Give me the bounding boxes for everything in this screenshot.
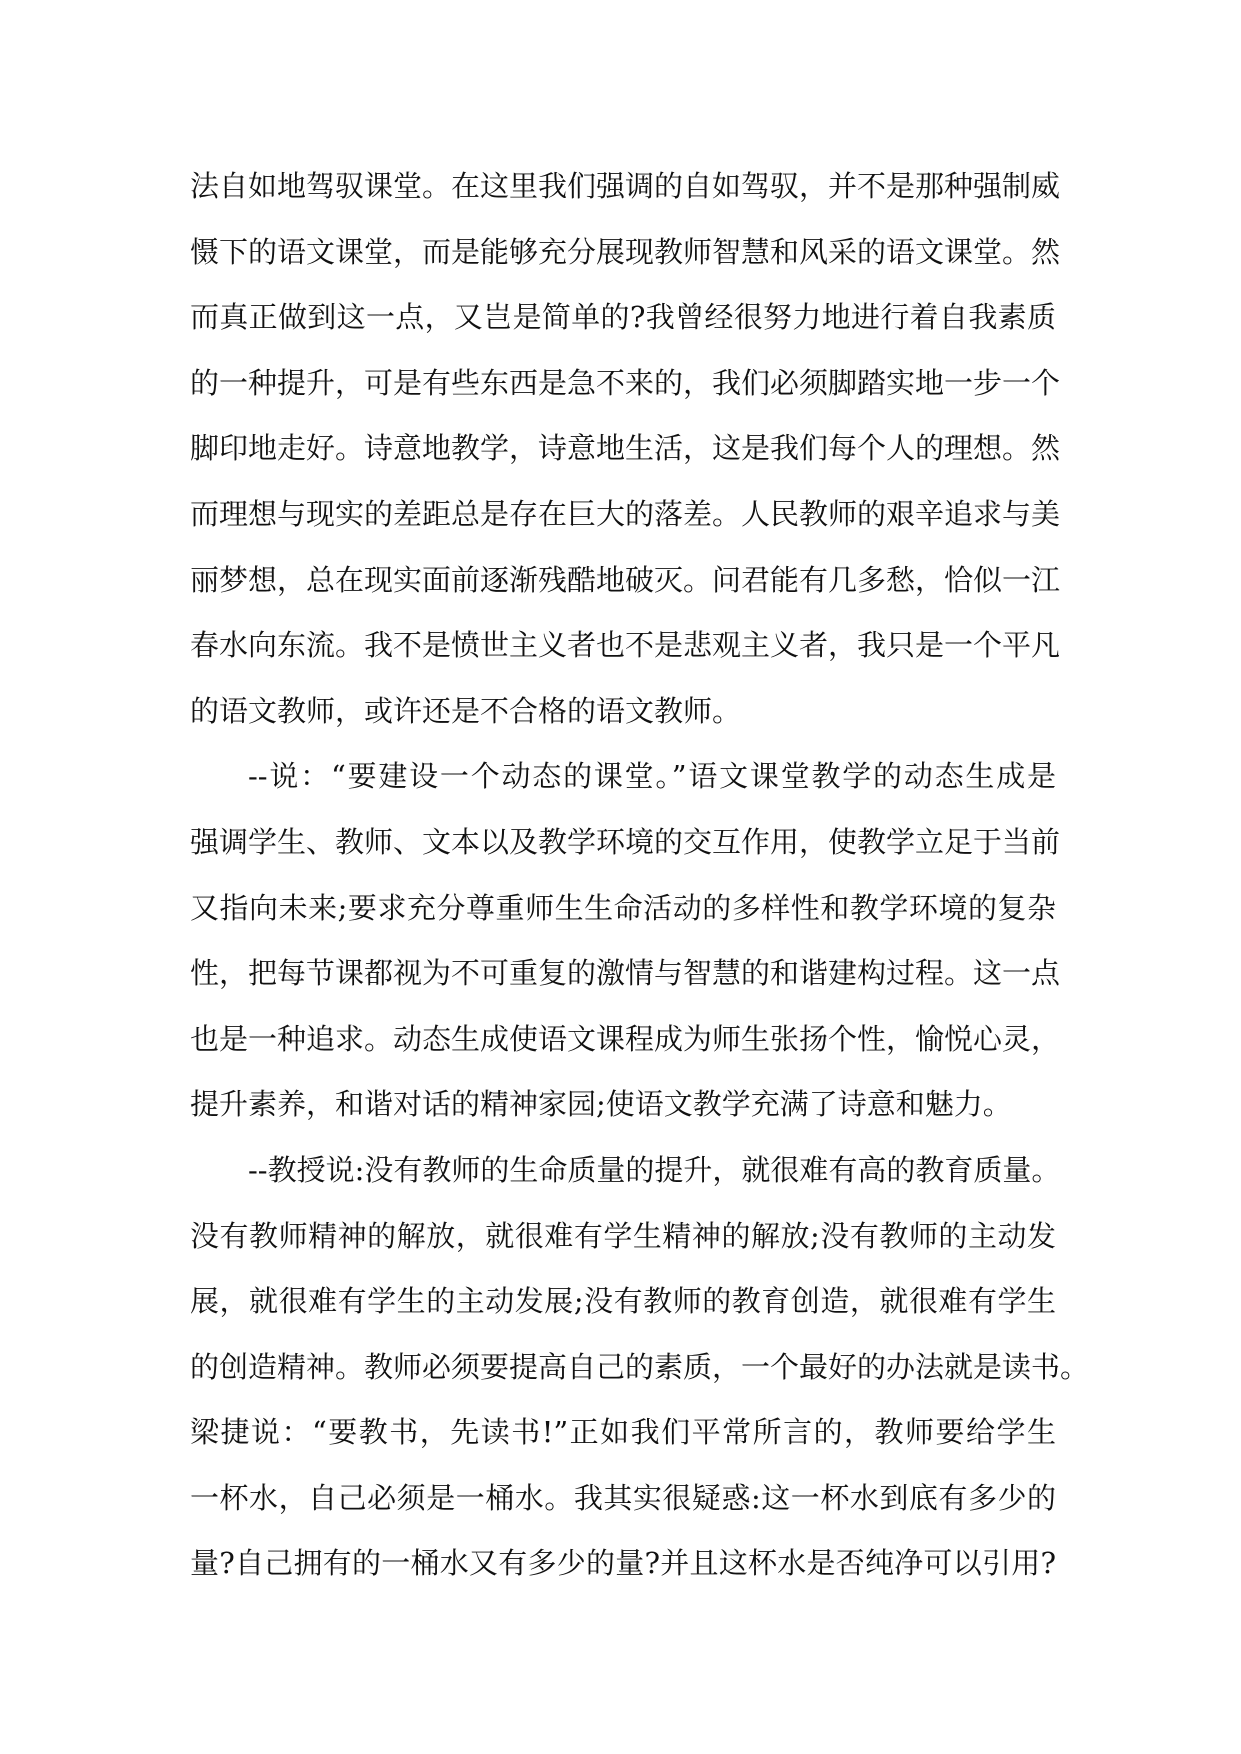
text-line: 强调学生、教师、文本以及教学环境的交互作用，使教学立足于当前 — [190, 824, 1061, 859]
text-line: 慑下的语文课堂，而是能够充分展现教师智慧和风采的语文课堂。然 — [190, 234, 1061, 269]
text-line: 性，把每节课都视为不可重复的激情与智慧的和谐建构过程。这一点 — [190, 956, 1061, 991]
text-line: 量?自己拥有的一桶水又有多少的量?并且这杯水是否纯净可以引用? — [190, 1546, 1056, 1581]
body-text — [190, 154, 1090, 1597]
text-line: 梁捷说：“要教书，先读书!”正如我们平常所言的，教师要给学生 — [190, 1415, 1056, 1450]
text-line: 的一种提升，可是有些东西是急不来的，我们必须脚踏实地一步一个 — [190, 365, 1061, 400]
text-line: --教授说:没有教师的生命质量的提升，就很难有高的教育质量。 — [248, 1152, 1061, 1187]
text-line: 而真正做到这一点，又岂是简单的?我曾经很努力地进行着自我素质 — [190, 300, 1056, 335]
text-line: 法自如地驾驭课堂。在这里我们强调的自如驾驭，并不是那种强制威 — [190, 169, 1061, 203]
paragraph — [190, 744, 1061, 1138]
text-line: 的语文教师，或许还是不合格的语文教师。 — [190, 693, 742, 728]
text-line: --说：“要建设一个动态的课堂。”语文课堂教学的动态生成是 — [248, 759, 1056, 794]
text-line: 的创造精神。教师必须要提高自己的素质，一个最好的办法就是读书。 — [190, 1349, 1090, 1384]
text-line: 又指向未来;要求充分尊重师生生命活动的多样性和教学环境的复杂 — [190, 890, 1056, 925]
text-line: 提升素养，和谐对话的精神家园;使语文教学充满了诗意和魅力。 — [190, 1087, 1012, 1122]
text-line: 没有教师精神的解放，就很难有学生精神的解放;没有教师的主动发 — [190, 1218, 1056, 1253]
paragraph — [190, 1138, 1090, 1597]
text-line: 春水向东流。我不是愤世主义者也不是悲观主义者，我只是一个平凡 — [190, 628, 1061, 663]
text-line: 丽梦想，总在现实面前逐渐残酷地破灭。问君能有几多愁，恰似一江 — [190, 562, 1061, 597]
paragraph — [190, 154, 1061, 744]
text-line: 展，就很难有学生的主动发展;没有教师的教育创造，就很难有学生 — [190, 1284, 1056, 1319]
text-line: 一杯水，自己必须是一桶水。我其实很疑惑:这一杯水到底有多少的 — [190, 1480, 1056, 1515]
text-line: 也是一种追求。动态生成使语文课程成为师生张扬个性，愉悦心灵， — [190, 1021, 1061, 1056]
text-line: 脚印地走好。诗意地教学，诗意地生活，这是我们每个人的理想。然 — [190, 431, 1061, 466]
text-line: 而理想与现实的差距总是存在巨大的落差。人民教师的艰辛追求与美 — [190, 496, 1061, 531]
